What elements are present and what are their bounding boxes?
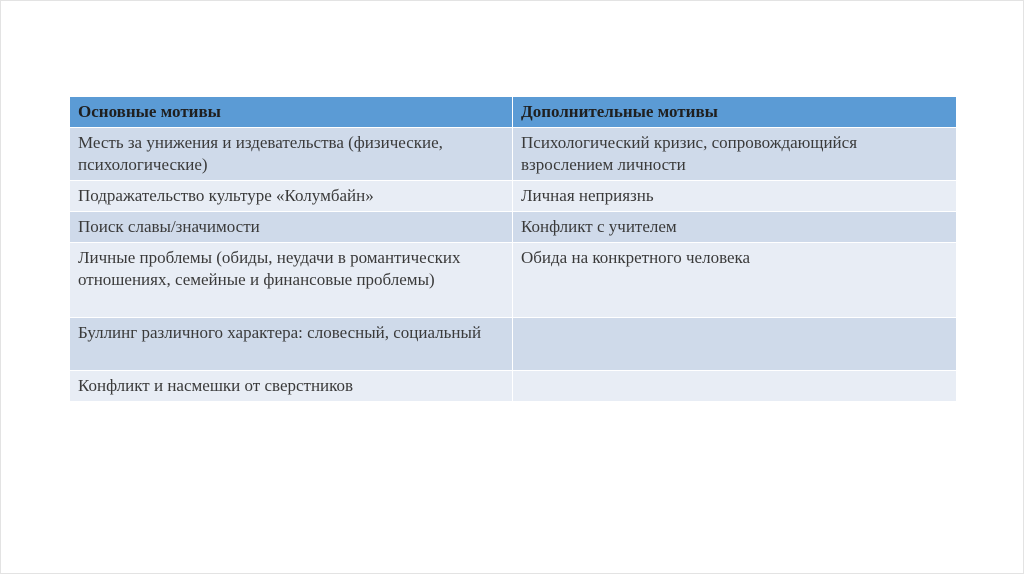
- table-row: [70, 318, 957, 371]
- additional-motive-cell: Обида на конкретного человека: [513, 243, 957, 318]
- additional-motive-cell: Личная неприязнь: [513, 181, 957, 212]
- header-additional-motives: Дополнительные мотивы: [513, 97, 957, 128]
- main-motive-cell: Конфликт и насмешки от сверстников: [70, 371, 513, 402]
- table-row: [70, 212, 957, 243]
- table-header-row: [70, 97, 957, 128]
- table-row: [70, 243, 957, 318]
- table-row: [70, 181, 957, 212]
- motives-table: [69, 96, 957, 402]
- header-main-motives: Основные мотивы: [70, 97, 513, 128]
- main-motive-cell: Личные проблемы (обиды, неудачи в романтических отношениях, семейные и финансовые проблемы): [70, 243, 513, 318]
- table-row: [70, 371, 957, 402]
- additional-motive-cell: Психологический кризис, сопровождающийся взрослением личности: [513, 128, 957, 181]
- table-row: [70, 128, 957, 181]
- additional-motive-cell: Конфликт с учителем: [513, 212, 957, 243]
- additional-motive-cell: [513, 318, 957, 371]
- main-motive-cell: Месть за унижения и издевательства (физические, психологические): [70, 128, 513, 181]
- main-motive-cell: Буллинг различного характера: словесный, социальный: [70, 318, 513, 371]
- main-motive-cell: Подражательство культуре «Колумбайн»: [70, 181, 513, 212]
- main-motive-cell: Поиск славы/значимости: [70, 212, 513, 243]
- additional-motive-cell: [513, 371, 957, 402]
